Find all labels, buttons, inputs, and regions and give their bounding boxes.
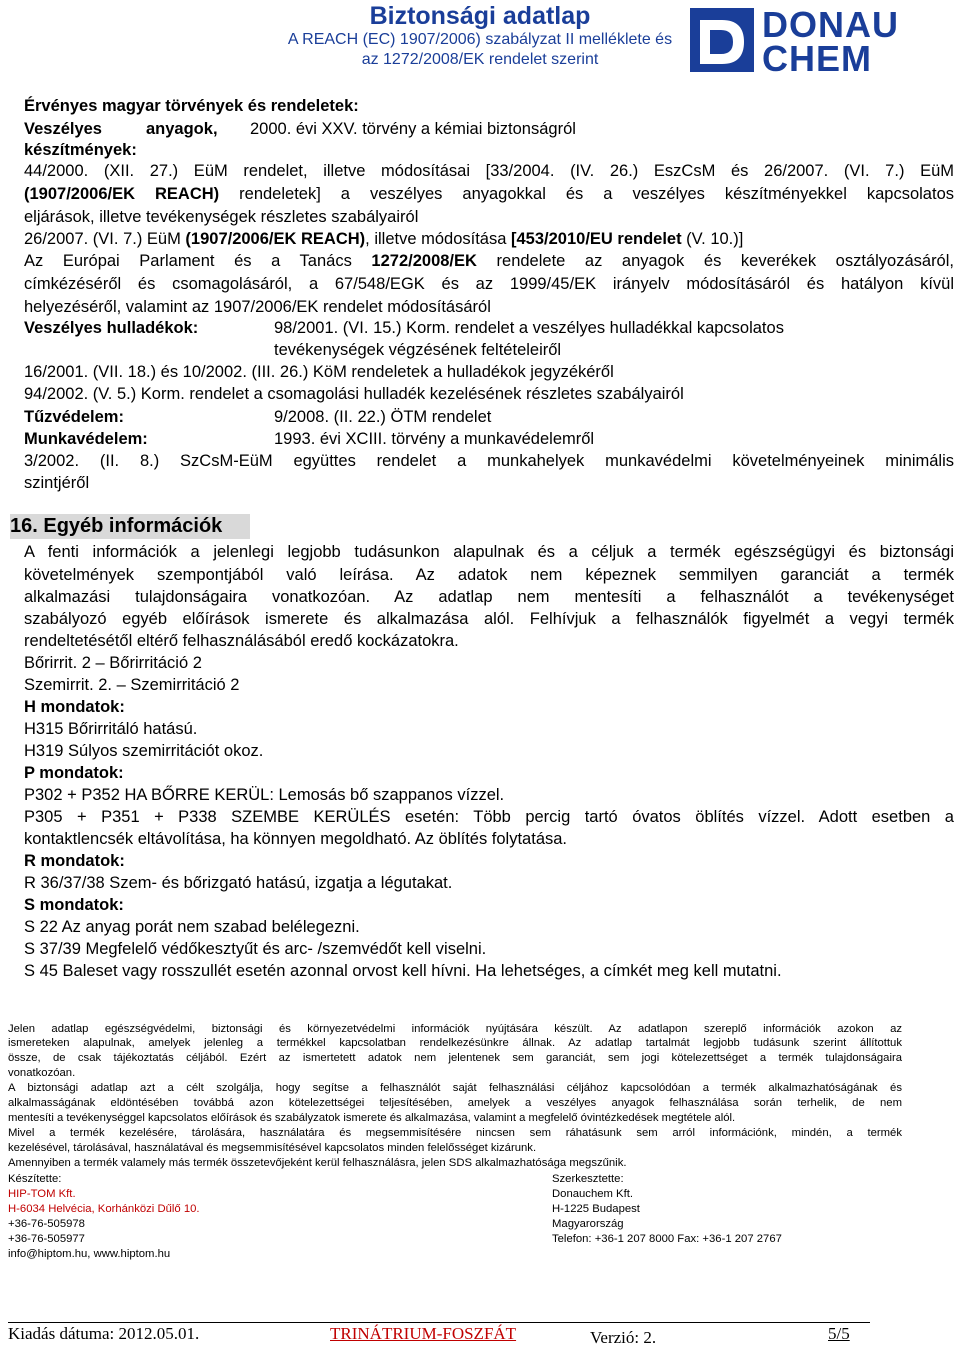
disclaimer-line4: vonatkozóan. <box>8 1067 76 1079</box>
waste-text2: tevékenységek végzésének feltételeiről <box>274 341 562 359</box>
skin-irritation: Bőrirrit. 2 – Bőrirritáció 2 <box>24 654 202 672</box>
section-16-heading: 16. Egyéb információk <box>10 514 250 539</box>
h-statements-heading: H mondatok: <box>24 698 125 716</box>
law-reach-line <box>24 184 954 205</box>
disclaimer-line6: alkalmasságának eldöntésében továbbá azon kötelezettségei teljesítésében, amelyek a veszélyes anyagok felhasználása során terhelik, de nem <box>8 1097 902 1109</box>
fire-protection-line <box>24 407 954 428</box>
maker-label: Készítette: <box>8 1173 62 1185</box>
eu-regulation-line2: címkézéséről és csomagolásáról, a 67/548/EGK és az 1999/45/EK irányelv módosításáról és hatályon kívül <box>24 275 954 293</box>
document-subtitle-line1: A REACH (EC) 1907/2006) szabályzat II melléklete és <box>287 31 673 48</box>
law-26-2007 <box>24 229 954 250</box>
law-level: szintjéről <box>24 474 90 492</box>
maker-name: HIP-TOM Kft. <box>8 1188 76 1200</box>
eye-irritation: Szemirrit. 2. – Szemirritáció 2 <box>24 676 240 694</box>
issue-date: Kiadás dátuma: 2012.05.01. <box>8 1324 200 1343</box>
waste-list-law: 16/2001. (VII. 18.) és 10/2002. (III. 26.) KöM rendeletek a hulladékok jegyzékéről <box>24 363 614 381</box>
maker-phone2: +36-76-505977 <box>8 1233 85 1245</box>
logo-word-chem: CHEM <box>762 38 872 79</box>
law-26-part-b: (1907/2006/EK REACH) <box>185 230 366 248</box>
disclaimer-line8: Mivel a termék kezelésére, tárolására, használatára és megsemmisítésére nincsen sem ráhatásunk sem arról információnk, mindén, a termék <box>8 1127 902 1139</box>
law-3-2002: 3/2002. (II. 8.) SzCsM-EüM együttes rendelet a munkahelyek munkavédelmi követelményeinek minimális <box>24 452 954 470</box>
work-protection-line <box>24 429 954 450</box>
maker-phone1: +36-76-505978 <box>8 1218 85 1230</box>
laws-heading: Érvényes magyar törvények és rendeletek: <box>24 97 359 115</box>
disclaimer-line3: össze, de csak tájékoztatás céljából. Ezért az ismertetett adatok nem jelentenek sem garanciát, sem jogi kötelezettséget a termék tulajdonságaira <box>8 1052 902 1064</box>
hazardous-text: 2000. évi XXV. törvény a kémiai biztonságról <box>250 120 576 138</box>
law-44-2000: 44/2000. (XII. 27.) EüM rendelet, illetve módosításai [33/2004. (IV. 26.) EszCsM és 26/2007. (VI. 7.) EüM <box>24 162 954 180</box>
fire-text: 9/2008. (II. 22.) ÖTM rendelet <box>274 408 492 426</box>
hazardous-label-b: anyagok, <box>146 120 218 138</box>
hazardous-label-a: Veszélyes <box>24 120 102 138</box>
disclaimer-line7: mentesíti a tevékenységgel kapcsolatos előírások és szabályzatok ismerete és alkalmazása, valamint a megfelelő óvintézkedések megtétele alól. <box>8 1112 736 1124</box>
eu-regulation-line1 <box>24 251 954 272</box>
disclaimer-line2: ismereteken alapulnak, amelyek jelenleg a termékkel kapcsolatban rendelkezésünkre állnak. Az adatlap tartalmát legjobb tudásunk szerint állítottuk <box>8 1037 902 1049</box>
s45-statement: S 45 Baleset vagy rosszullét esetén azonnal orvost kell hívni. Ha lehetséges, a címkét meg kell mutatni. <box>24 962 782 980</box>
eu-part-b: 1272/2008/EK <box>371 252 477 270</box>
donauchem-logo <box>688 6 940 78</box>
reach-rest: rendeletek] a veszélyes anyagokkal és a veszélyes készítményekkel kapcsolatos <box>219 185 954 203</box>
editor-label: Szerkesztette: <box>552 1173 624 1185</box>
maker-address: H-6034 Helvécia, Korhánközi Dűlő 10. <box>8 1203 200 1215</box>
reach-bold: (1907/2006/EK REACH) <box>24 185 220 203</box>
waste-text1: 98/2001. (VI. 15.) Korm. rendelet a veszélyes hulladékkal kapcsolatos <box>274 319 784 337</box>
eu-part-c: rendelete az anyagok és keverékek osztályozásáról, <box>476 252 954 270</box>
fire-label: Tűzvédelem: <box>24 408 124 426</box>
s22-statement: S 22 Az anyag porát nem szabad belélegezni. <box>24 918 360 936</box>
law-26-part-c: , illetve módosítása <box>365 230 511 248</box>
hazardous-substances-line <box>24 119 954 140</box>
law-26-part-d: [453/2010/EU rendelet <box>511 230 682 248</box>
product-name: TRINÁTRIUM-FOSZFÁT <box>330 1324 517 1343</box>
editor-city: H-1225 Budapest <box>552 1203 640 1215</box>
page-number: 5/5 <box>828 1324 850 1343</box>
p305-statement-line1: P305 + P351 + P338 SZEMBE KERÜLÉS esetén: Több percig tartó óvatos öblítés vízzel. Adott esetben a <box>24 808 954 826</box>
info-p4: szabályozó egyéb előírások ismerete és alkalmazása alól. Felhívjuk a felhasználók figyelmét a vegyi termék <box>24 610 954 628</box>
eu-part-a: Az Európai Parlament és a Tanács <box>24 252 372 270</box>
disclaimer-line5: A biztonsági adatlap azt a célt szolgálja, hogy segítse a felhasználót saját felhasználási céljához kapcsolódóan a termék alkalmazhatóságának és <box>8 1082 902 1094</box>
editor-name: Donauchem Kft. <box>552 1188 634 1200</box>
info-p2: követelmények szempontjából való leírása. Az adatok nem képeznek semmilyen garanciát a termék <box>24 566 954 584</box>
disclaimer-line10: Amennyiben a termék valamely más termék összetevőjeként kerül felhasználásra, jelen SDS alkalmazhatósága megszűnik. <box>8 1157 627 1169</box>
p305-statement-line2: kontaktlencsék eltávolítása, ha könnyen megoldható. Az öblítés folytatása. <box>24 830 568 848</box>
eu-regulation-line3: helyezéséről, valamint az 1907/2006/EK rendelet módosításáról <box>24 298 491 316</box>
editor-country: Magyarország <box>552 1218 624 1230</box>
work-label: Munkavédelem: <box>24 430 148 448</box>
info-p5: rendeltetésétől eltérő felhasználásából eredő kockázatokra. <box>24 632 459 650</box>
law-26-part-a: 26/2007. (VI. 7.) EüM <box>24 230 186 248</box>
version: Verzió: 2. <box>590 1328 657 1345</box>
r-statements-heading: R mondatok: <box>24 852 125 870</box>
bottom-rule <box>8 1322 870 1323</box>
packaging-waste-law: 94/2002. (V. 5.) Korm. rendelet a csomagolási hulladék kezelésének részletes szabályairól <box>24 385 684 403</box>
law-procedures: eljárások, illetve tevékenységek részletes szabályairól <box>24 208 419 226</box>
hazardous-waste-line <box>24 318 954 339</box>
waste-label: Veszélyes hulladékok: <box>24 319 199 337</box>
p302-statement: P302 + P352 HA BŐRRE KERÜL: Lemosás bő szappanos vízzel. <box>24 786 505 804</box>
disclaimer-line9: kezelésével, tárolásával, használatával és megsemmisítésével kapcsolatos minden felelősséget kizárunk. <box>8 1142 537 1154</box>
info-p1: A fenti információk a jelenlegi legjobb tudásunkon alapulnak és a céljuk a termék egészségügyi és biztonsági <box>24 543 954 561</box>
document-subtitle-line2: az 1272/2008/EK rendelet szerint <box>361 51 599 68</box>
s-statements-heading: S mondatok: <box>24 896 124 914</box>
h315-statement: H315 Bőrirritáló hatású. <box>24 720 198 738</box>
logo-word-donau: DONAU <box>762 4 899 45</box>
logo-mark-icon <box>688 6 758 76</box>
p-statements-heading: P mondatok: <box>24 764 124 782</box>
document-title: Biztonsági adatlap <box>369 2 591 30</box>
law-26-part-e: (V. 10.)] <box>681 230 744 248</box>
info-p3: alkalmazási tulajdonságaira vonatkozóan. Az adatlap nem mentesíti a felhasználót a tevékenységet <box>24 588 954 606</box>
maker-contact[interactable]: info@hiptom.hu, www.hiptom.hu <box>8 1248 171 1260</box>
h319-statement: H319 Súlyos szemirritációt okoz. <box>24 742 264 760</box>
r36-statement: R 36/37/38 Szem- és bőrizgató hatású, izgatja a légutakat. <box>24 874 453 892</box>
preparations-label: készítmények: <box>24 141 137 159</box>
work-text: 1993. évi XCIII. törvény a munkavédelemről <box>274 430 595 448</box>
s37-statement: S 37/39 Megfelelő védőkesztyűt és arc- /szemvédőt kell viselni. <box>24 940 487 958</box>
disclaimer-line1: Jelen adatlap egészségvédelmi, biztonsági és környezetvédelmi információk nyújtására készült. Az adatlapon szereplő információk azokon az <box>8 1023 902 1035</box>
editor-phone: Telefon: +36-1 207 8000 Fax: +36-1 207 2767 <box>552 1233 782 1245</box>
